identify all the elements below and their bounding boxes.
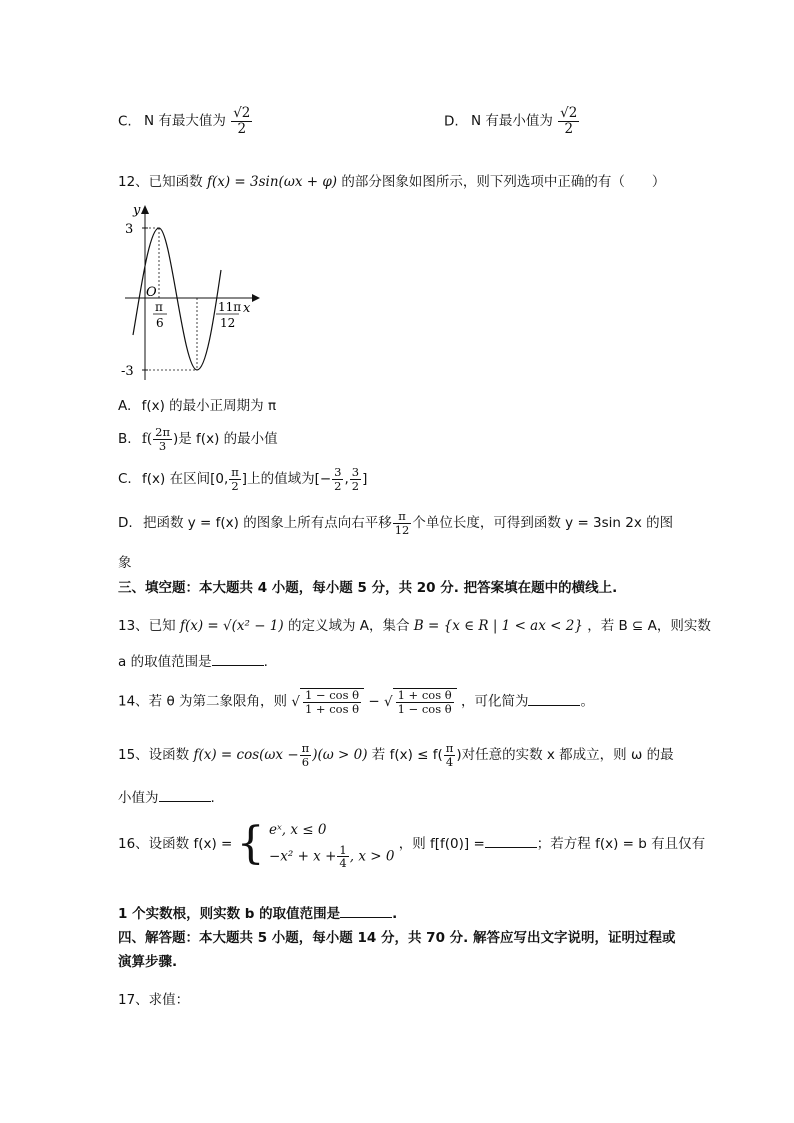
question-12: 12、已知函数 f(x) = 3sin(ωx + φ) 的部分图象如图所示，则下列选项中正确的有（ ）	[118, 174, 666, 190]
fraction: $\frac{3}{2}$	[351, 465, 360, 493]
sqrt-expression: √ $\frac{\text{1 − cos θ}}{\text{1 + cos θ}}$	[291, 688, 364, 715]
fraction: $\frac{1}{4}$	[339, 842, 347, 871]
option-12a: A. f(x) 的最小正周期为 π	[118, 398, 277, 414]
fraction: $\frac{\pi}{2}$	[231, 465, 239, 493]
answer-blank[interactable]	[212, 653, 264, 666]
question-14: 14、若 θ 为第二象限角，则 √ $\frac{\text{1 − cos θ}}{\text{1 + cos θ}}$ − √ $\frac{\text{1 + cos θ}}{\text{1 − cos θ}}$ ，可化简为 。	[118, 688, 594, 716]
fraction: $\frac{\pi}{4}$	[445, 741, 454, 769]
piecewise-cases: eˣ, x ≤ 0 −x² + x + $\frac{1}{4}$ , x > 0	[268, 822, 395, 871]
question-13-line2: a 的取值范围是 .	[118, 654, 268, 670]
sqrt-expression: √ $\frac{\text{1 + cos θ}}{\text{1 − cos θ}}$	[384, 688, 457, 715]
piecewise-brace: {	[236, 817, 265, 869]
fraction: $\frac{√2}{2}$	[560, 105, 578, 137]
option-12c: C. f(x) 在区间[0, $\frac{\pi}{2}$ ]上的值域为[− $\frac{3}{2}$ , $\frac{3}{2}$ ]	[118, 465, 368, 493]
answer-blank[interactable]	[159, 789, 211, 802]
section-4-heading: 四、解答题：本大题共 5 小题，每小题 14 分，共 70 分. 解答应写出文字说明，证明过程或	[118, 930, 676, 946]
question-16-line2: 1 个实数根，则实数 b 的取值范围是 .	[118, 906, 398, 922]
fraction: $\frac{\text{1 − cos θ}}{\text{1 + cos θ}}$	[304, 688, 360, 716]
section-3-heading: 三、填空题：本大题共 4 小题，每小题 5 分，共 20 分. 把答案填在题中的横线上.	[118, 580, 618, 596]
origin-label: O	[146, 285, 157, 300]
question-16: 16、设函数 f(x) = { eˣ, x ≤ 0 −x² + x + $\frac{1}{4}$ , x > 0 ，则 f[f(0)] = ；若方程 f(x) = b 有且仅有	[118, 817, 706, 871]
tick1-den: 6	[156, 316, 164, 330]
y-axis-label: y	[133, 203, 141, 218]
tick1-num: π	[155, 300, 163, 314]
option-11c: C. N 有最大值为 $\frac{√2}{2}$	[118, 105, 251, 137]
answer-blank[interactable]	[340, 905, 392, 918]
tick2-num: 11π	[218, 300, 242, 314]
y-axis-arrow	[141, 205, 149, 214]
x-axis-arrow	[252, 294, 260, 302]
fraction: $\frac{\pi}{12}$	[394, 509, 410, 537]
y-max-label: 3	[125, 222, 134, 237]
option-11d: D. N 有最小值为 $\frac{√2}{2}$	[444, 105, 578, 137]
question-17: 17、求值：	[118, 992, 190, 1008]
fraction: $\frac{\pi}{6}$	[301, 741, 310, 769]
option-12d-wrap: 象	[118, 555, 132, 571]
question-13: 13、已知 f(x) = √(x² − 1) 的定义域为 A，集合 B = {x ∈ R | 1 < ax < 2} ，若 B ⊆ A，则实数	[118, 618, 711, 634]
tick2-den: 12	[220, 316, 236, 330]
fraction: $\frac{2\pi}{3}$	[155, 425, 170, 453]
question-15-line2: 小值为 .	[118, 790, 215, 806]
answer-blank[interactable]	[528, 693, 580, 706]
x-axis-label: x	[243, 301, 251, 316]
answer-blank[interactable]	[485, 835, 537, 848]
function-graph	[115, 200, 265, 385]
fraction: $\frac{√2}{2}$	[233, 105, 251, 137]
question-15: 15、设函数 f(x) = cos(ωx − $\frac{\pi}{6}$ )(ω > 0) 若 f(x) ≤ f( $\frac{\pi}{4}$ )对任意的实数 x 都成立，则 ω 的最	[118, 741, 674, 769]
option-12d: D. 把函数 y = f(x) 的图象上所有点向右平移 $\frac{\pi}{12}$ 个单位长度，可得到函数 y = 3sin 2x 的图	[118, 509, 674, 537]
section-4-heading-cont: 演算步骤.	[118, 954, 178, 970]
fraction: $\frac{\text{1 + cos θ}}{\text{1 − cos θ}}$	[397, 688, 452, 716]
option-12b: B. f( $\frac{2\pi}{3}$ )是 f(x) 的最小值	[118, 425, 278, 453]
y-min-label: -3	[121, 364, 134, 379]
fraction: $\frac{3}{2}$	[334, 465, 342, 493]
